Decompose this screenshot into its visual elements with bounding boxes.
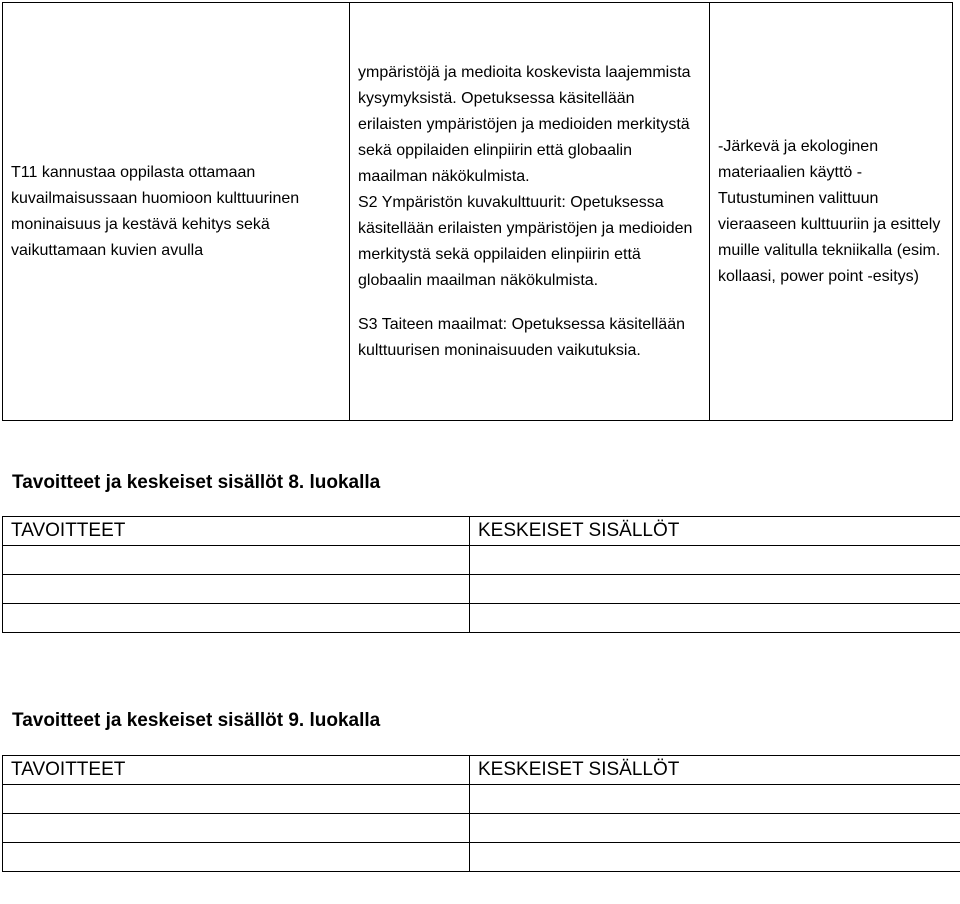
content-cell — [350, 3, 710, 421]
empty-cell[interactable] — [470, 546, 960, 575]
activity-text: -Järkevä ja ekologinen materiaalien käyttö -Tutustuminen valittuun vieraaseen kulttuuriin ja esittely muille valitulla tekniikalla (esim. kollaasi, power point -esitys) — [718, 137, 941, 285]
table-row — [3, 843, 960, 872]
empty-cell[interactable] — [3, 814, 470, 843]
header-contents: KESKEISET SISÄLLÖT — [470, 756, 960, 785]
section-8-title: Tavoitteet ja keskeiset sisällöt 8. luokalla — [12, 472, 381, 493]
grade-8-table — [2, 516, 960, 633]
content-s1-text: ympäristöjä ja medioita koskevista laajemmista kysymyksistä. Opetuksessa käsitellään erilaisten ympäristöjen ja medioiden merkitystä sekä oppilaiden elinpiirin että globaalin maailman näkökulmista. — [358, 63, 691, 185]
empty-cell[interactable] — [470, 843, 960, 872]
header-goals: TAVOITTEET — [3, 517, 470, 546]
table-header-row — [3, 756, 960, 785]
header-goals: TAVOITTEET — [3, 756, 470, 785]
goal-text: T11 kannustaa oppilasta ottamaan kuvailmaisussaan huomioon kulttuurinen moninaisuus ja kestävä kehitys sekä vaikuttamaan kuvien avulla — [11, 163, 300, 259]
empty-cell[interactable] — [470, 785, 960, 814]
content-s3-text: S3 Taiteen maailmat: Opetuksessa käsitellään kulttuurisen moninaisuuden vaikutuksia. — [358, 315, 685, 359]
table-header-row — [3, 517, 960, 546]
activity-cell — [710, 3, 953, 421]
content-s2-text: S2 Ympäristön kuvakulttuurit: Opetuksessa käsitellään erilaisten ympäristöjen ja medioiden merkitystä sekä oppilaiden elinpiirin että globaalin maailman näkökulmista. — [358, 193, 693, 289]
table-row — [3, 3, 953, 421]
content-table — [2, 2, 953, 421]
empty-cell[interactable] — [3, 785, 470, 814]
table-row — [3, 785, 960, 814]
spacer — [358, 294, 701, 312]
grade-9-table — [2, 755, 960, 872]
empty-cell[interactable] — [3, 546, 470, 575]
goal-cell — [3, 3, 350, 421]
table-row — [3, 814, 960, 843]
empty-cell[interactable] — [470, 575, 960, 604]
table-row — [3, 604, 960, 633]
table-row — [3, 575, 960, 604]
section-9-title: Tavoitteet ja keskeiset sisällöt 9. luokalla — [12, 710, 381, 731]
empty-cell[interactable] — [3, 575, 470, 604]
table-row — [3, 546, 960, 575]
empty-cell[interactable] — [3, 604, 470, 633]
empty-cell[interactable] — [470, 604, 960, 633]
empty-cell[interactable] — [470, 814, 960, 843]
empty-cell[interactable] — [3, 843, 470, 872]
header-contents: KESKEISET SISÄLLÖT — [470, 517, 960, 546]
